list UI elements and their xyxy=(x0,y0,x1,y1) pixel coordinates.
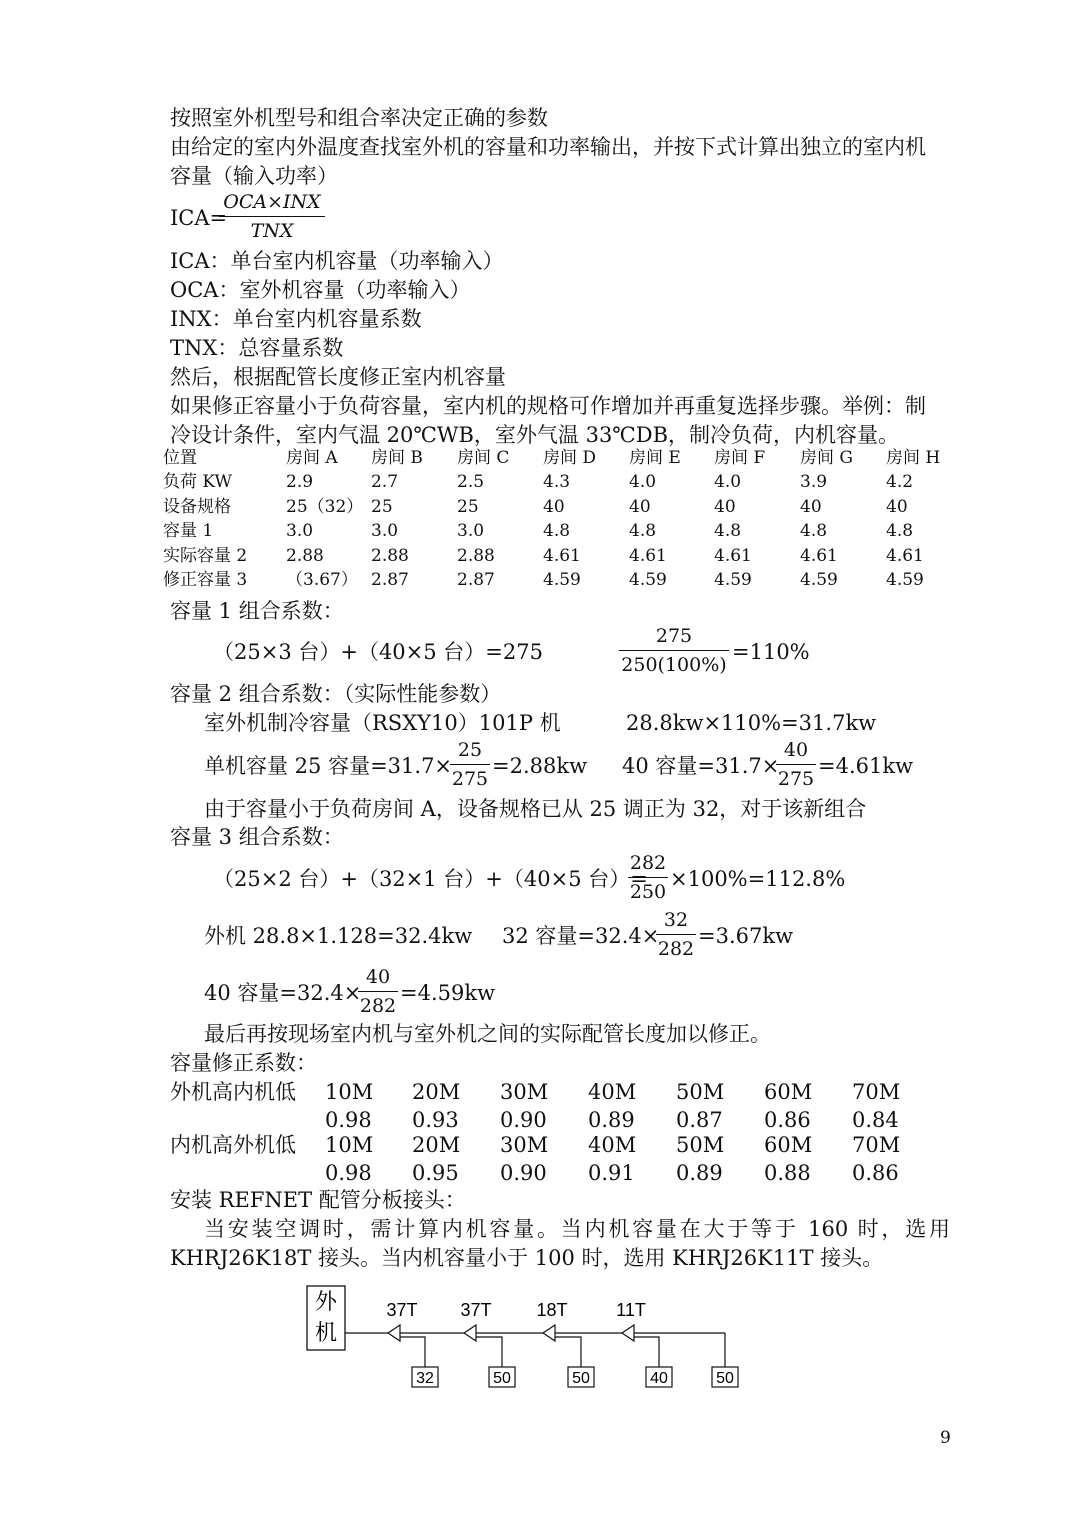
correction-value-cell: 0.86 xyxy=(852,1161,899,1185)
formula-fraction xyxy=(219,190,325,243)
indoor-unit-2-label: 50 xyxy=(493,1370,511,1387)
final-note: 最后再按现场室内机与室外机之间的实际配管长度加以修正。 xyxy=(204,1022,771,1046)
joint-1-label: 37T xyxy=(386,1300,418,1320)
cap3-result: ×100%=112.8% xyxy=(670,867,846,891)
cap2-u40-fraction xyxy=(776,738,816,791)
table-cell: 4.8 xyxy=(886,521,914,541)
table-cell: 4.0 xyxy=(714,472,742,492)
outdoor-unit-label-1: 外 xyxy=(314,1289,338,1314)
correction-length-cell: 20M xyxy=(412,1133,461,1157)
cap2-u40-bar xyxy=(776,764,816,765)
table-header-cell: 房间 E xyxy=(629,448,681,468)
cap2-u25-fraction xyxy=(450,738,490,791)
correction-row-label: 内机高外机低 xyxy=(170,1133,296,1157)
then-line: 然后，根据配管长度修正室内机容量 xyxy=(170,365,506,389)
table-header-cell: 房间 D xyxy=(543,448,597,468)
cap1-heading: 容量 1 组合系数： xyxy=(170,599,344,623)
correction-length-cell: 40M xyxy=(588,1080,637,1104)
indoor-unit-1-label: 32 xyxy=(416,1370,434,1387)
correction-row-label: 外机高内机低 xyxy=(170,1080,296,1104)
table-cell: 2.5 xyxy=(457,472,485,492)
table-cell: 3.0 xyxy=(286,521,314,541)
correction-length-cell: 60M xyxy=(764,1080,813,1104)
indoor-unit-5 xyxy=(712,1367,738,1387)
cap3-outdoor: 外机 28.8×1.128=32.4kw xyxy=(204,924,473,948)
table-cell: 40 xyxy=(800,497,822,517)
cap3-u40-fraction xyxy=(358,965,398,1018)
outdoor-unit-label-2: 机 xyxy=(314,1320,338,1345)
cap2-u25-prefix: 单机容量 25 容量=31.7× xyxy=(204,754,453,778)
refnet-diagram xyxy=(300,1280,760,1395)
joint-2-symbol xyxy=(464,1325,476,1341)
cap2-u40-numerator: 40 xyxy=(783,739,809,761)
table-cell: 2.88 xyxy=(286,546,324,566)
branch-1-pipe xyxy=(400,1337,425,1367)
table-cell: 4.59 xyxy=(714,570,752,590)
table-cell: 2.7 xyxy=(371,472,399,492)
correction-length-cell: 30M xyxy=(500,1080,549,1104)
table-row-label: 实际容量 2 xyxy=(163,546,248,566)
correction-value-cell: 0.98 xyxy=(325,1108,372,1132)
table-cell: 4.61 xyxy=(714,546,752,566)
cap3-heading: 容量 3 组合系数： xyxy=(170,825,344,849)
intro-line-2: 由给定的室内外温度查找室外机的容量和功率输出，并按下式计算出独立的室内机 xyxy=(170,135,926,159)
correction-length-cell: 30M xyxy=(500,1133,549,1157)
table-row-label: 修正容量 3 xyxy=(163,570,248,590)
correction-value-cell: 0.88 xyxy=(764,1161,811,1185)
cap3-u32-numerator: 32 xyxy=(663,909,689,931)
cap2-heading: 容量 2 组合系数：（实际性能参数） xyxy=(170,682,502,706)
table-cell: 4.0 xyxy=(629,472,657,492)
formula-denominator: TNX xyxy=(250,220,294,242)
indoor-unit-3 xyxy=(568,1367,594,1387)
cap2-u40-prefix: 40 容量=31.7× xyxy=(622,754,780,778)
joint-2-label: 37T xyxy=(460,1300,492,1320)
correction-value-cell: 0.93 xyxy=(412,1108,459,1132)
definition-inx: INX：单台室内机容量系数 xyxy=(170,307,422,331)
table-row-label: 负荷 KW xyxy=(163,472,232,492)
cap2-u40-result: =4.61kw xyxy=(818,754,914,778)
branch-4-pipe xyxy=(634,1337,659,1367)
correction-value-cell: 0.84 xyxy=(852,1108,899,1132)
table-cell: 4.59 xyxy=(886,570,924,590)
table-cell: 4.61 xyxy=(543,546,581,566)
cap1-fraction-bar xyxy=(619,650,729,651)
cap3-u40-bar xyxy=(358,991,398,992)
joint-3-symbol xyxy=(543,1325,555,1341)
indoor-unit-2 xyxy=(489,1367,515,1387)
cap3-u40-result: =4.59kw xyxy=(400,981,496,1005)
correction-length-cell: 50M xyxy=(676,1133,725,1157)
refnet-line-2: KHRJ26K18T 接头。当内机容量小于 100 时，选用 KHRJ26K11T 接头。 xyxy=(170,1246,884,1270)
table-cell: 2.88 xyxy=(457,546,495,566)
indoor-unit-4 xyxy=(646,1367,672,1387)
cap2-u25-numerator: 25 xyxy=(457,739,483,761)
joint-3-label: 18T xyxy=(536,1300,568,1320)
correction-value-cell: 0.87 xyxy=(676,1108,723,1132)
formula-fraction-bar xyxy=(219,216,325,217)
cap3-fraction xyxy=(628,851,668,904)
table-header-cell: 房间 C xyxy=(457,448,510,468)
intro-line-1: 按照室外机型号和组合率决定正确的参数 xyxy=(170,106,548,130)
cap2-u25-bar xyxy=(450,764,490,765)
table-header-cell: 房间 G xyxy=(800,448,853,468)
cap3-fraction-bar xyxy=(628,877,668,878)
cap2-u25-denominator: 275 xyxy=(451,768,489,790)
table-cell: 4.2 xyxy=(886,472,914,492)
correction-length-cell: 70M xyxy=(852,1133,901,1157)
correction-length-cell: 10M xyxy=(325,1133,374,1157)
cap3-u32-denominator: 282 xyxy=(657,938,695,960)
correction-value-cell: 0.98 xyxy=(325,1161,372,1185)
table-cell: 4.8 xyxy=(629,521,657,541)
definition-tnx: TNX：总容量系数 xyxy=(170,336,344,360)
correction-value-cell: 0.90 xyxy=(500,1108,547,1132)
table-cell: 4.61 xyxy=(886,546,924,566)
table-cell: 4.61 xyxy=(800,546,838,566)
cap1-fraction xyxy=(619,624,729,677)
formula-lhs: ICA= xyxy=(170,206,228,230)
cap1-fraction-numerator: 275 xyxy=(655,625,693,647)
cap3-u32-fraction xyxy=(656,908,696,961)
joint-1-symbol xyxy=(388,1325,400,1341)
formula-numerator: OCA×INX xyxy=(223,191,321,213)
table-cell: 4.8 xyxy=(714,521,742,541)
cap2-note: 由于容量小于负荷房间 A，设备规格已从 25 调正为 32，对于该新组合 xyxy=(204,797,867,821)
cap2-outdoor-capacity: 室外机制冷容量（RSXY10）101P 机 xyxy=(204,711,561,735)
branch-3-pipe xyxy=(555,1337,581,1367)
correction-length-cell: 60M xyxy=(764,1133,813,1157)
table-row-label: 容量 1 xyxy=(163,521,214,541)
indoor-unit-5-label: 50 xyxy=(716,1370,734,1387)
table-header-cell: 房间 F xyxy=(714,448,766,468)
cap2-u40-denominator: 275 xyxy=(777,768,815,790)
joint-4-symbol xyxy=(622,1325,634,1341)
correction-value-cell: 0.91 xyxy=(588,1161,635,1185)
cap3-expression: （25×2 台）+（32×1 台）+（40×5 台）= xyxy=(213,867,648,891)
correction-value-cell: 0.90 xyxy=(500,1161,547,1185)
table-cell: 4.59 xyxy=(629,570,667,590)
cap3-u32-result: =3.67kw xyxy=(698,924,794,948)
correction-length-cell: 20M xyxy=(412,1080,461,1104)
para-line-1: 如果修正容量小于负荷容量，室内机的规格可作增加并再重复选择步骤。举例：制 xyxy=(170,394,926,418)
correction-value-cell: 0.86 xyxy=(764,1108,811,1132)
correction-length-cell: 10M xyxy=(325,1080,374,1104)
table-cell: 4.8 xyxy=(800,521,828,541)
branch-2-pipe xyxy=(476,1337,502,1367)
cap3-u32-prefix: 32 容量=32.4× xyxy=(502,924,660,948)
correction-heading: 容量修正系数： xyxy=(170,1051,317,1075)
table-cell: 3.9 xyxy=(800,472,828,492)
cap2-outdoor-result: 28.8kw×110%=31.7kw xyxy=(626,711,877,735)
definition-oca: OCA：室外机容量（功率输入） xyxy=(170,278,471,302)
table-cell: 4.59 xyxy=(800,570,838,590)
cap3-u32-bar xyxy=(656,934,696,935)
correction-length-cell: 40M xyxy=(588,1133,637,1157)
cap3-u40-denominator: 282 xyxy=(359,995,397,1017)
intro-line-3: 容量（输入功率） xyxy=(170,164,338,188)
table-cell: 40 xyxy=(629,497,651,517)
table-cell: 40 xyxy=(714,497,736,517)
table-row-label: 设备规格 xyxy=(163,497,231,517)
table-cell: 4.3 xyxy=(543,472,571,492)
table-cell: 2.88 xyxy=(371,546,409,566)
cap1-fraction-denominator: 250(100%) xyxy=(621,654,727,676)
table-cell: 4.61 xyxy=(629,546,667,566)
table-cell: 4.59 xyxy=(543,570,581,590)
table-cell: 25 xyxy=(457,497,479,517)
correction-length-cell: 50M xyxy=(676,1080,725,1104)
table-cell: 2.87 xyxy=(371,570,409,590)
table-cell: （3.67） xyxy=(286,570,358,590)
indoor-unit-1 xyxy=(412,1367,438,1387)
refnet-line-1: 当安装空调时，需计算内机容量。当内机容量在大于等于 160 时，选用 xyxy=(204,1217,950,1241)
cap3-u40-numerator: 40 xyxy=(365,966,391,988)
cap3-u40-prefix: 40 容量=32.4× xyxy=(204,981,362,1005)
table-cell: 3.0 xyxy=(457,521,485,541)
table-cell: 4.8 xyxy=(543,521,571,541)
indoor-unit-4-label: 40 xyxy=(650,1370,668,1387)
table-header-cell: 位置 xyxy=(163,448,197,468)
table-cell: 2.9 xyxy=(286,472,314,492)
table-header-cell: 房间 A xyxy=(286,448,338,468)
page-number: 9 xyxy=(940,1428,951,1448)
correction-length-cell: 70M xyxy=(852,1080,901,1104)
table-cell: 40 xyxy=(543,497,565,517)
table-header-cell: 房间 H xyxy=(886,448,941,468)
table-cell: 25 xyxy=(371,497,393,517)
para-line-2: 冷设计条件，室内气温 20℃WB，室外气温 33℃DB，制冷负荷，内机容量。 xyxy=(170,423,900,447)
table-header-cell: 房间 B xyxy=(371,448,423,468)
correction-value-cell: 0.89 xyxy=(676,1161,723,1185)
definition-ica: ICA：单台室内机容量（功率输入） xyxy=(170,249,504,273)
cap1-expression: （25×3 台）+（40×5 台）=275 xyxy=(213,640,543,664)
table-cell: 25（32） xyxy=(286,497,364,517)
correction-value-cell: 0.95 xyxy=(412,1161,459,1185)
table-cell: 3.0 xyxy=(371,521,399,541)
cap3-fraction-denominator: 250 xyxy=(629,881,667,903)
refnet-heading: 安装 REFNET 配管分板接头： xyxy=(170,1188,466,1212)
indoor-unit-3-label: 50 xyxy=(572,1370,590,1387)
correction-value-cell: 0.89 xyxy=(588,1108,635,1132)
cap2-u25-result: =2.88kw xyxy=(492,754,588,778)
table-cell: 2.87 xyxy=(457,570,495,590)
cap3-fraction-numerator: 282 xyxy=(629,852,667,874)
table-cell: 40 xyxy=(886,497,908,517)
joint-4-label: 11T xyxy=(616,1300,646,1320)
cap1-result: =110% xyxy=(732,640,810,664)
